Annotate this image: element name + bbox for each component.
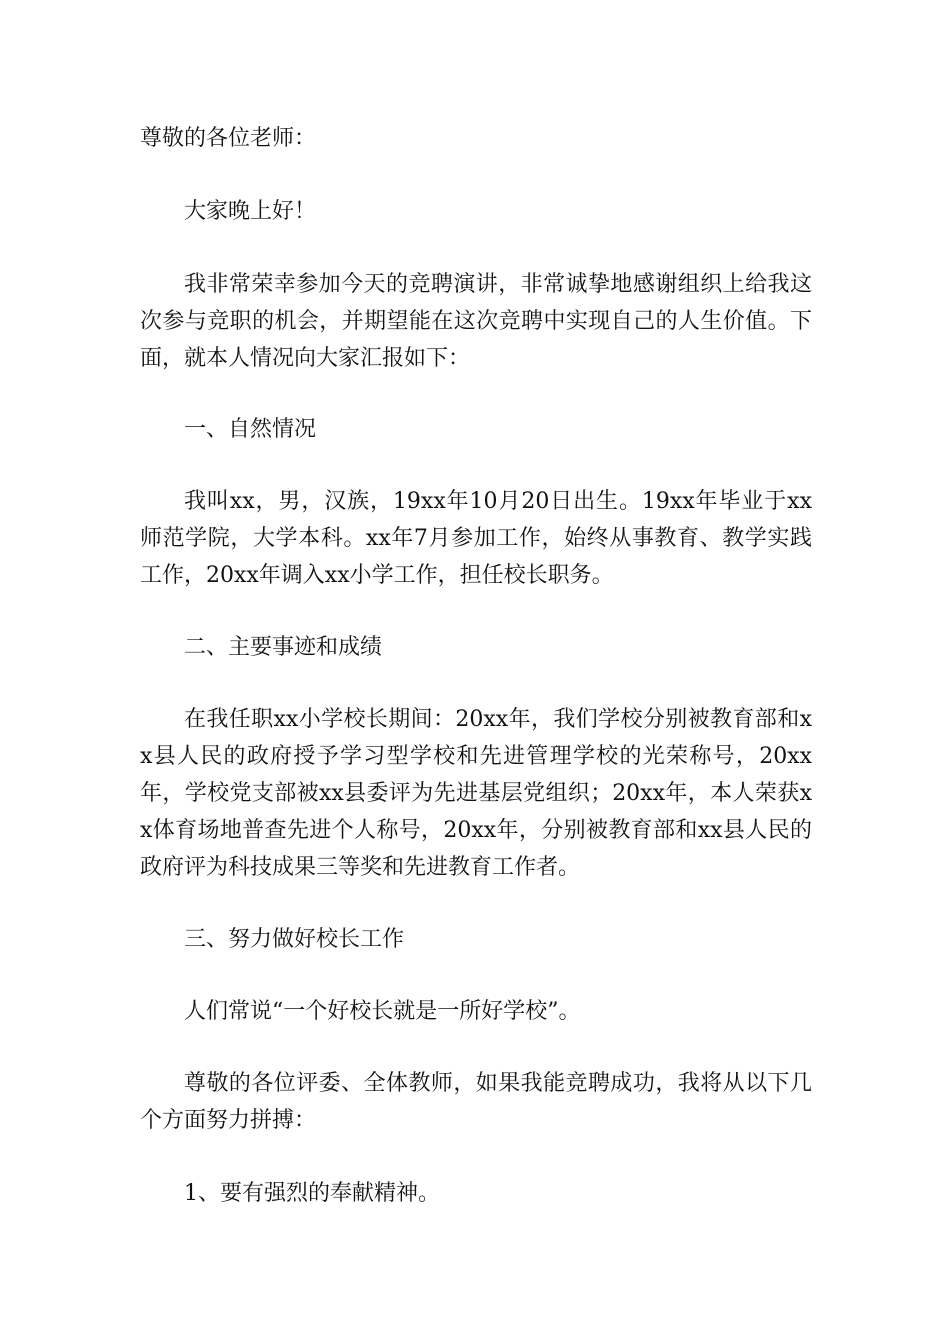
section-heading-achievements: 二、主要事迹和成绩	[184, 635, 383, 660]
commitment-paragraph: 尊敬的各位评委、全体教师，如果我能竞聘成功，我将从以下几个方面努力拼搏：	[140, 1071, 812, 1133]
point-1-paragraph: 1、要有强烈的奉献精神。	[184, 1181, 440, 1206]
salutation: 尊敬的各位老师：	[140, 126, 317, 151]
achievements-paragraph: 在我任职xx小学校长期间：20xx年，我们学校分别被教育部和xx县人民的政府授予学习型学校和先进管理学校的光荣称号，20xx年，学校党支部被xx县委评为先进基层党组织；20xx年，本人荣获xx体育场地普查先进个人称号，20xx年，分别被教育部和xx县人民的政府评为科技成果三等奖和先进教育工作者。	[140, 707, 812, 880]
section-heading-basic-info: 一、自然情况	[184, 417, 317, 442]
quote-paragraph: 人们常说“一个好校长就是一所好学校”。	[184, 999, 581, 1024]
intro-paragraph: 我非常荣幸参加今天的竞聘演讲，非常诚挚地感谢组织上给我这次参与竞职的机会，并期望能在这次竞聘中实现自己的人生价值。下面，就本人情况向大家汇报如下：	[140, 272, 812, 371]
greeting: 大家晚上好！	[184, 199, 317, 224]
section-heading-principal-work: 三、努力做好校长工作	[184, 927, 405, 952]
basic-info-paragraph: 我叫xx，男，汉族，19xx年10月20日出生。19xx年毕业于xx师范学院，大学本科。xx年7月参加工作，始终从事教育、教学实践工作，20xx年调入xx小学工作，担任校长职务。	[140, 489, 812, 588]
